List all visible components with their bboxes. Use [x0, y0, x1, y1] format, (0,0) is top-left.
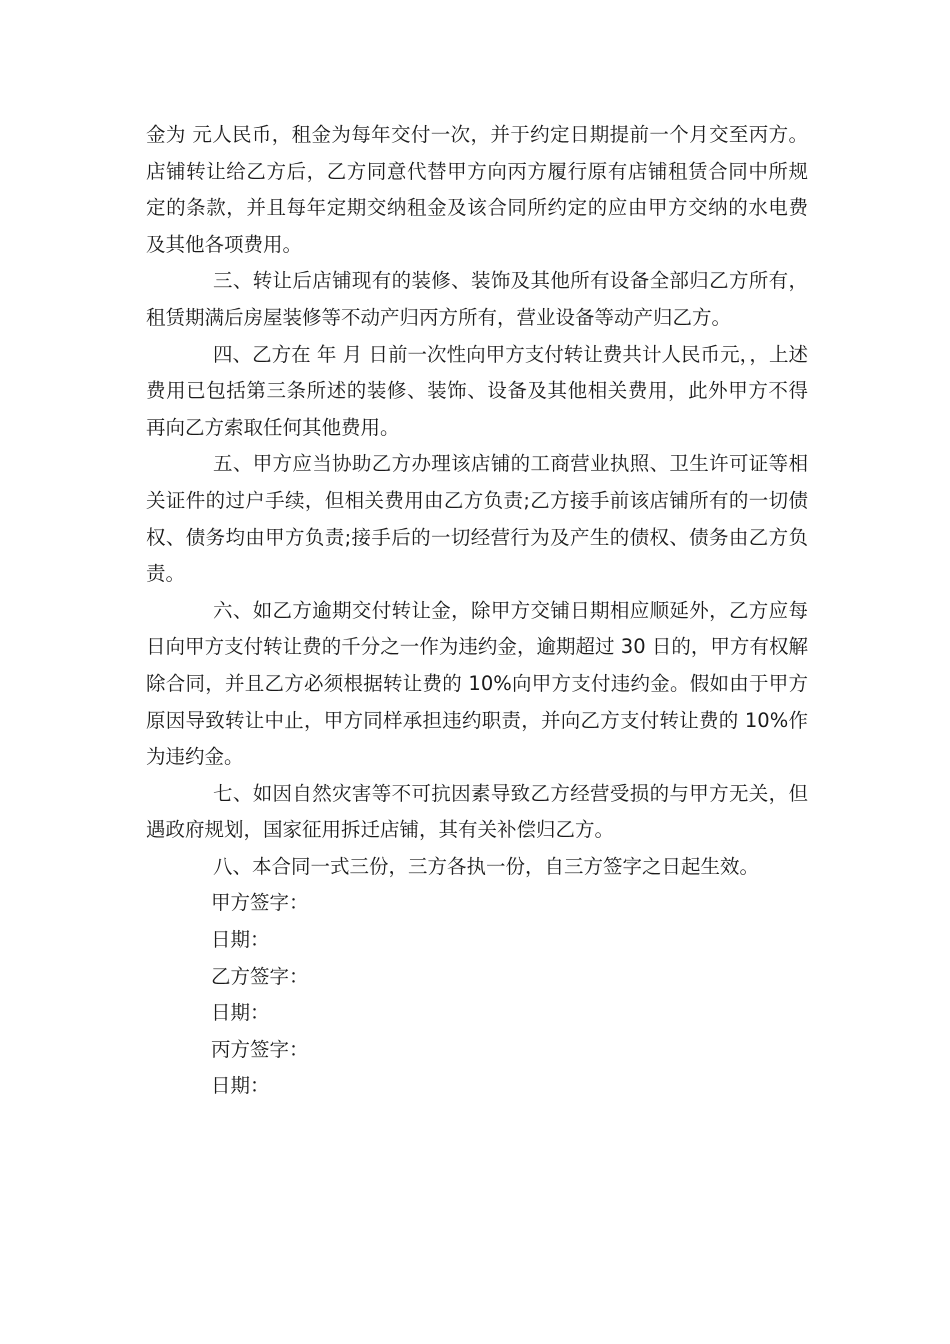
paragraph-clause-4: 四、乙方在 年 月 日前一次性向甲方支付转让费共计人民币元，，上述费用已包括第三条所述的装修、装饰、设备及其他相关费用，此外甲方不得再向乙方索取任何其他费用。 [146, 342, 808, 439]
party-a-date-label: 日期： [211, 928, 270, 952]
document-body [146, 117, 808, 1105]
party-c-signature-label: 丙方签字： [211, 1037, 309, 1061]
paragraph-clause-6: 六、如乙方逾期交付转让金，除甲方交铺日期相应顺延外，乙方应每日向甲方支付转让费的千分之一作为违约金，逾期超过 30 日的，甲方有权解除合同，并且乙方必须根据转让费的 10%向甲方支付违约金。假如由于甲方原因导致转让中止，甲方同样承担违约职责，并向乙方支付转让费的 10%作为违约金。 [146, 598, 808, 769]
party-b-date-label: 日期： [211, 1001, 270, 1025]
party-b-signature-label: 乙方签字： [211, 964, 309, 988]
party-a-signature-label: 甲方签字： [211, 891, 309, 915]
paragraph-rent-continuation: 金为 元人民币，租金为每年交付一次，并于约定日期提前一个月交至丙方。店铺转让给乙方后，乙方同意代替甲方向丙方履行原有店铺租赁合同中所规定的条款，并且每年定期交纳租金及该合同所约定的应由甲方交纳的水电费及其他各项费用。 [146, 123, 808, 256]
paragraph-clause-3: 三、转让后店铺现有的装修、装饰及其他所有设备全部归乙方所有，租赁期满后房屋装修等不动产归丙方所有，营业设备等动产归乙方。 [146, 269, 808, 329]
paragraph-clause-5: 五、甲方应当协助乙方办理该店铺的工商营业执照、卫生许可证等相关证件的过户手续，但相关费用由乙方负责;乙方接手前该店铺所有的一切债权、债务均由甲方负责;接手后的一切经营行为及产生的债权、债务由乙方负责。 [146, 452, 808, 586]
paragraph-clause-8: 八、本合同一式三份，三方各执一份，自三方签字之日起生效。 [213, 854, 760, 878]
party-c-date-label: 日期： [211, 1074, 270, 1098]
paragraph-clause-7: 七、如因自然灾害等不可抗因素导致乙方经营受损的与甲方无关，但遇政府规划，国家征用拆迁店铺，其有关补偿归乙方。 [146, 781, 808, 842]
